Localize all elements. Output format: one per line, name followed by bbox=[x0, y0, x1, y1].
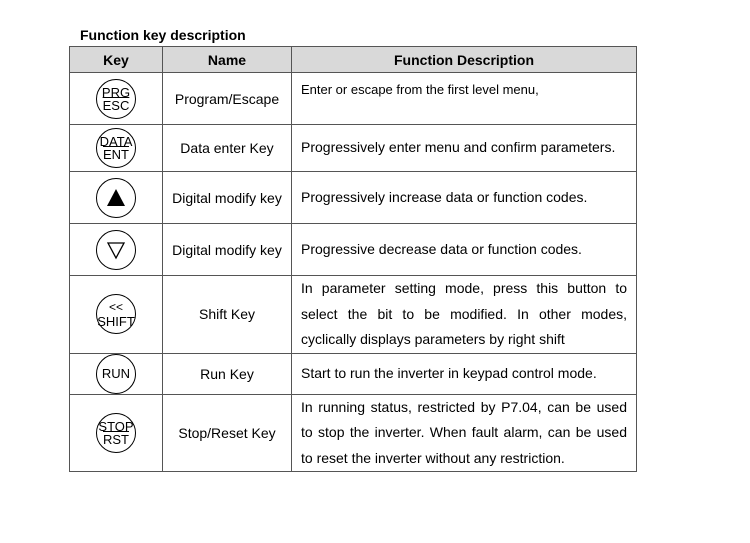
name-cell: Stop/Reset Key bbox=[163, 394, 292, 472]
stop-rst-key bbox=[96, 413, 136, 453]
column-header-key: Key bbox=[70, 47, 163, 73]
key-bottom-label: $\overline{ESC}$ bbox=[102, 97, 130, 113]
key-top-label: DATA bbox=[99, 134, 133, 149]
name-cell: Program/Escape bbox=[163, 73, 292, 125]
description-cell: In running status, restricted by P7.04, can be used to stop the inverter. When fault alarm, can be used to reset the inverter without any restriction. bbox=[292, 394, 637, 472]
key-cell bbox=[70, 353, 163, 394]
key-cell bbox=[70, 73, 163, 125]
description-cell: Progressively increase data or function codes. bbox=[292, 172, 637, 224]
key-top-label: PRG bbox=[101, 84, 131, 100]
up-triangle-filled-icon bbox=[106, 188, 126, 208]
key-label: RUN bbox=[101, 366, 131, 381]
key-top-label: STOP bbox=[98, 418, 134, 434]
name-cell: Digital modify key bbox=[163, 224, 292, 276]
shift-arrows-icon: << bbox=[108, 299, 123, 314]
up-key bbox=[96, 178, 136, 218]
column-header-name: Name bbox=[163, 47, 292, 73]
table-row bbox=[70, 394, 637, 472]
name-cell: Digital modify key bbox=[163, 172, 292, 224]
function-key-table bbox=[69, 46, 637, 472]
key-cell bbox=[70, 125, 163, 172]
table-row bbox=[70, 276, 637, 354]
description-cell: Enter or escape from the first level menu, bbox=[292, 73, 637, 125]
key-cell bbox=[70, 172, 163, 224]
down-key bbox=[96, 230, 136, 270]
down-triangle-outline-icon bbox=[106, 240, 126, 260]
key-cell bbox=[70, 276, 163, 354]
description-cell: Progressively enter menu and confirm parameters. bbox=[292, 125, 637, 172]
column-header-description: Function Description bbox=[292, 47, 637, 73]
key-bottom-label: $\overline{RST}$ bbox=[103, 431, 129, 447]
description-cell: In parameter setting mode, press this button to select the bit to be modified. In other modes, cyclically displays parameters by right shift bbox=[292, 276, 637, 354]
table-row bbox=[70, 224, 637, 276]
description-cell: Progressive decrease data or function codes. bbox=[292, 224, 637, 276]
table-row bbox=[70, 125, 637, 172]
description-cell: Start to run the inverter in keypad control mode. bbox=[292, 353, 637, 394]
table-row bbox=[70, 73, 637, 125]
name-cell: Shift Key bbox=[163, 276, 292, 354]
key-bottom-label: $\overline{ENT}$ bbox=[103, 147, 129, 162]
data-ent-key bbox=[96, 128, 136, 168]
name-cell: Data enter Key bbox=[163, 125, 292, 172]
shift-key bbox=[96, 294, 136, 334]
table-row bbox=[70, 172, 637, 224]
run-key bbox=[96, 354, 136, 394]
prg-esc-key bbox=[96, 79, 136, 119]
table-header-row bbox=[70, 47, 637, 73]
section-title: Function key description bbox=[80, 27, 246, 43]
key-cell bbox=[70, 224, 163, 276]
name-cell: Run Key bbox=[163, 353, 292, 394]
key-bottom-label: SHIFT bbox=[97, 313, 135, 329]
key-cell bbox=[70, 394, 163, 472]
table-row bbox=[70, 353, 637, 394]
